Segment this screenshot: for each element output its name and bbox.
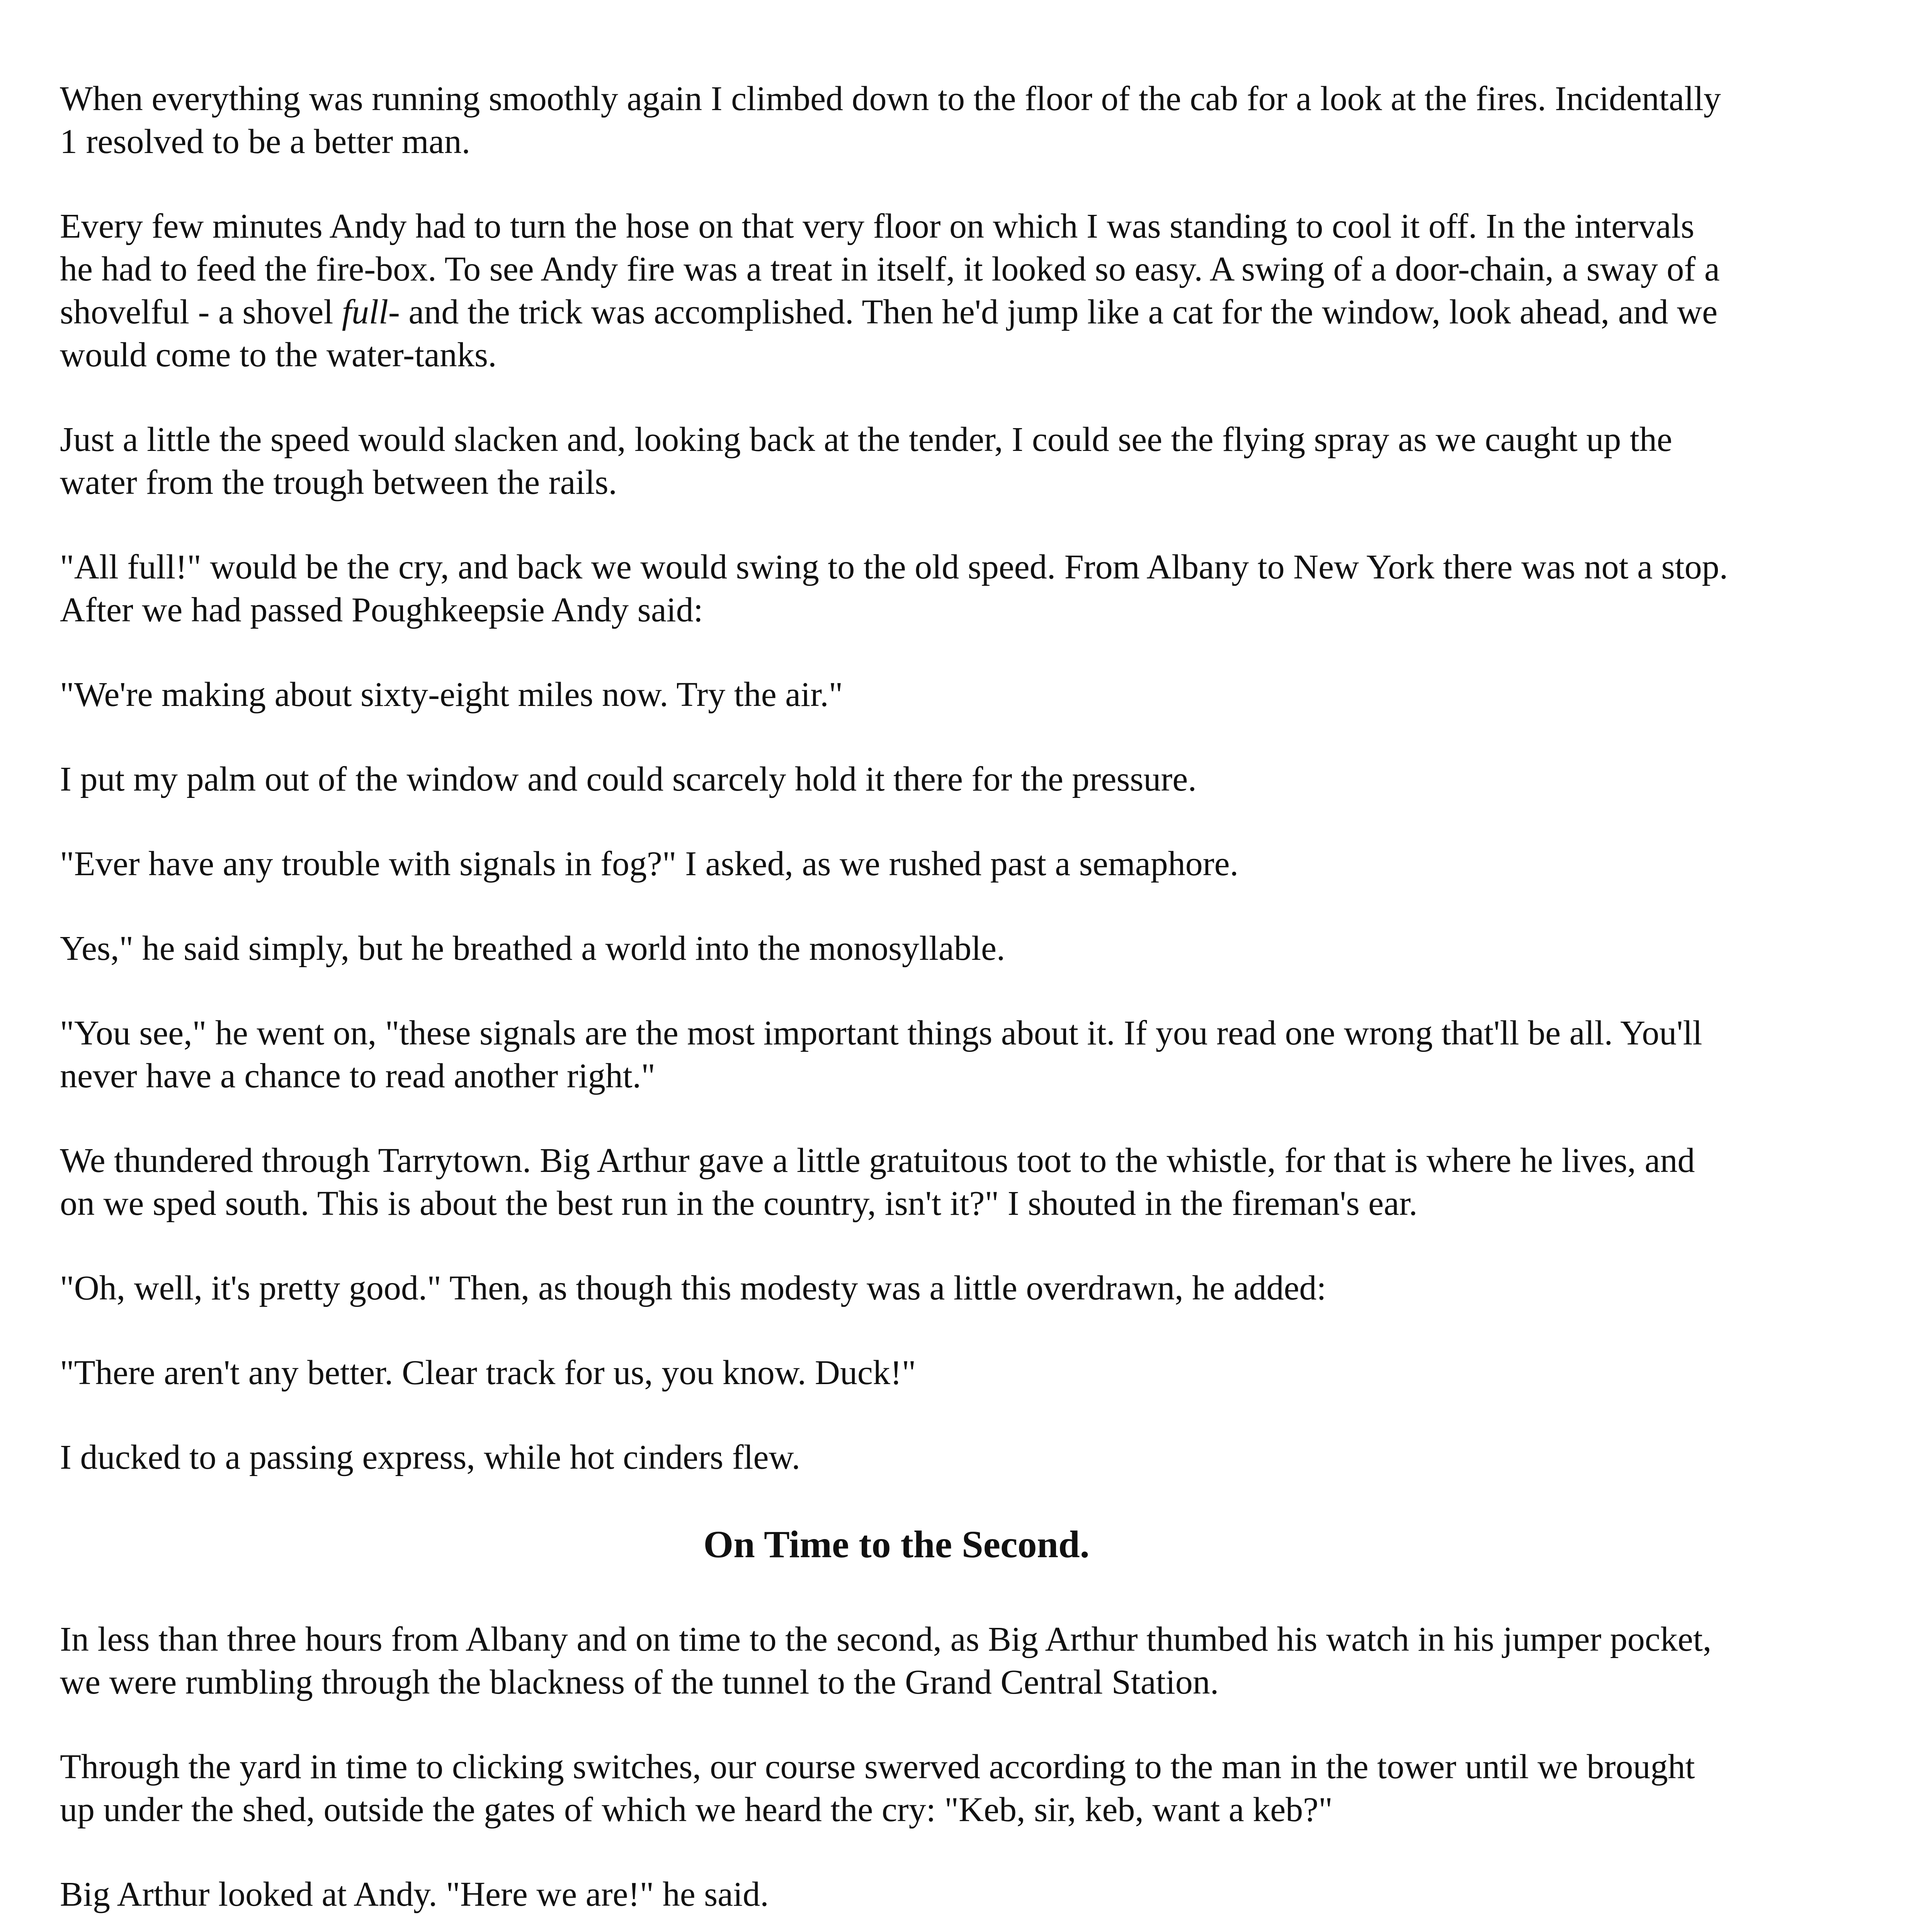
paragraph-2-italic: full bbox=[342, 293, 388, 331]
section-heading: On Time to the Second. bbox=[703, 1523, 1090, 1566]
paragraph-16: Big Arthur looked at Andy. "Here we are!" he said. bbox=[60, 1875, 769, 1913]
paragraph-1: When everything was running smoothly again I climbed down to the floor of the cab for a look at the fires. Incidentally 1 resolved to be a better man. bbox=[60, 80, 1721, 161]
paragraph-3: Just a little the speed would slacken and, looking back at the tender, I could see the flying spray as we caught up the water from the trough between the rails. bbox=[60, 420, 1672, 502]
paragraph-8: Yes," he said simply, but he breathed a world into the monosyllable. bbox=[60, 929, 1005, 968]
paragraph-2 bbox=[60, 205, 1733, 376]
paragraph-15: Through the yard in time to clicking switches, our course swerved according to the man in the tower until we brought up under the shed, outside the gates of which we heard the cry: "Keb, sir, keb, want a keb?" bbox=[60, 1748, 1695, 1829]
paragraph-6: I put my palm out of the window and could scarcely hold it there for the pressure. bbox=[60, 760, 1197, 798]
paragraph-2-text-b: - and the trick was accomplished. Then he'd jump like a cat for the window, look ahead, and we would come to the water-tanks. bbox=[60, 293, 1718, 374]
paragraph-12: "There aren't any better. Clear track for us, you know. Duck!" bbox=[60, 1354, 916, 1392]
paragraph-10: We thundered through Tarrytown. Big Arthur gave a little gratuitous toot to the whistle, for that is where he lives, and on we sped south. This is about the best run in the country, isn't it?" I shouted in the fireman's ear. bbox=[60, 1141, 1695, 1223]
paragraph-9: "You see," he went on, "these signals are the most important things about it. If you read one wrong that'll be all. You'll never have a chance to read another right." bbox=[60, 1014, 1702, 1095]
paragraph-2-text-a: Every few minutes Andy had to turn the hose on that very floor on which I was standing to cool it off. In the intervals he had to feed the fire-box. To see Andy fire was a treat in itself, it looked so easy. A swing of a door-chain, a sway of a shovelful - a shovel bbox=[60, 207, 1720, 331]
paragraph-4: "All full!" would be the cry, and back we would swing to the old speed. From Albany to New York there was not a stop. After we had passed Poughkeepsie Andy said: bbox=[60, 548, 1728, 629]
paragraph-14: In less than three hours from Albany and on time to the second, as Big Arthur thumbed his watch in his jumper pocket, we were rumbling through the blackness of the tunnel to the Grand Central Station. bbox=[60, 1620, 1712, 1701]
paragraph-13: I ducked to a passing express, while hot cinders flew. bbox=[60, 1438, 801, 1476]
paragraph-11: "Oh, well, it's pretty good." Then, as though this modesty was a little overdrawn, he added: bbox=[60, 1269, 1327, 1307]
paragraph-7: "Ever have any trouble with signals in fog?" I asked, as we rushed past a semaphore. bbox=[60, 845, 1239, 883]
document-page bbox=[60, 77, 1733, 1932]
paragraph-5: "We're making about sixty-eight miles now. Try the air." bbox=[60, 675, 843, 714]
